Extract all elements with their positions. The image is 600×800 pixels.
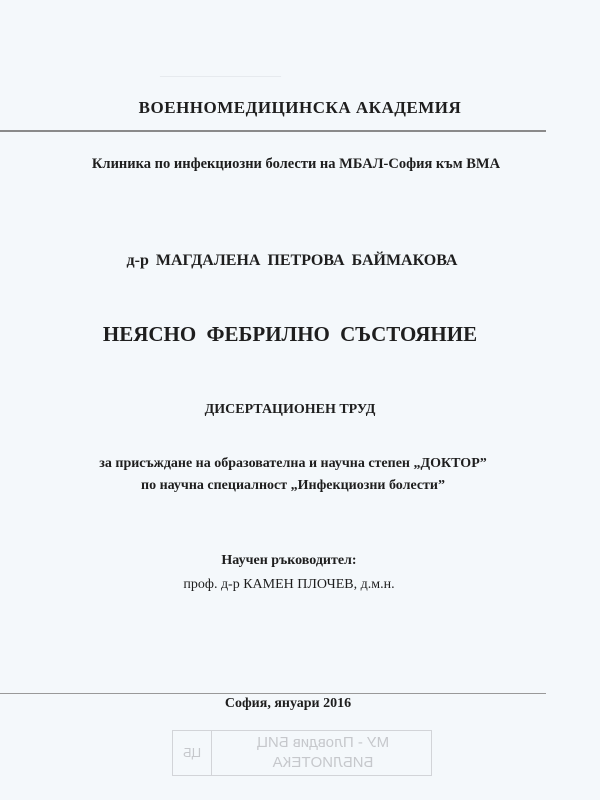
place-date: София, януари 2016 [224, 696, 352, 711]
dissertation-title: НЕЯСНО ФЕБРИЛНО СЪСТОЯНИЕ [102, 322, 478, 346]
supervisor-name: проф. д-р КАМЕН ПЛОЧЕВ, д.м.н. [183, 577, 395, 592]
specialty-line: по научна специалност „Инфекциозни болести” [141, 478, 445, 493]
author-name: д-р МАГДАЛЕНА ПЕТРОВА БАЙМАКОВА [126, 252, 458, 269]
top-divider [0, 130, 546, 132]
supervisor-label: Научен ръководител: [221, 553, 357, 568]
work-type: ДИСЕРТАЦИОНЕН ТРУД [204, 402, 376, 417]
degree-line: за присъждане на образователна и научна степен „ДОКТОР” [99, 456, 487, 471]
institution-heading: ВОЕННОМЕДИЦИНСКА АКАДЕМИЯ [138, 98, 462, 117]
bottom-divider [0, 693, 546, 694]
stamp-line-2: БИБЛИОТЕКА [272, 754, 374, 771]
stamp-mark: ЦБ [173, 731, 212, 775]
stamp-line-1: МУ - Пловдив БИЦ [256, 734, 390, 751]
clinic-name: Клиника по инфекциозни болести на МБАЛ-София към ВМА [91, 156, 501, 172]
library-stamp [172, 730, 432, 776]
